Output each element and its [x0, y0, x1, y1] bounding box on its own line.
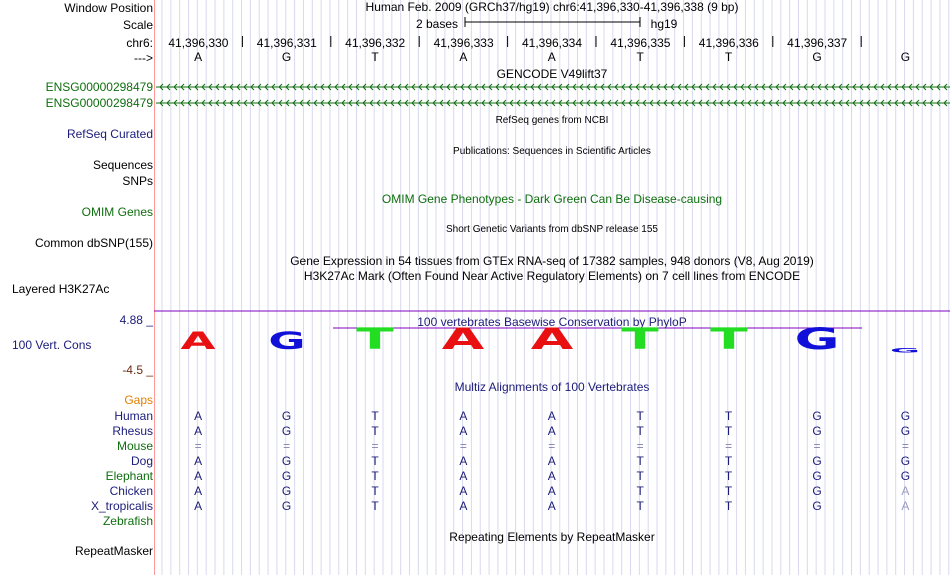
strand-arrow-label: ---> — [134, 51, 153, 65]
reference-base: A — [459, 50, 468, 64]
scale-label: Scale — [122, 18, 153, 32]
omim-track-title: OMIM Gene Phenotypes - Dark Green Can Be Disease-causing — [381, 192, 723, 206]
species-label[interactable]: Elephant — [105, 469, 153, 483]
aligned-base: A — [547, 469, 556, 483]
coordinate-label: 41,396,332 — [345, 36, 406, 50]
aligned-base: G — [900, 424, 911, 438]
aligned-base: T — [371, 469, 379, 483]
cons-track-label[interactable]: 100 Vert. Cons — [12, 338, 92, 352]
species-label[interactable]: Zebrafish — [102, 514, 153, 528]
gaps-label: Gaps — [124, 393, 153, 407]
gtex-track-title: Gene Expression in 54 tissues from GTEx RNA-seq of 17382 samples, 948 donors (V8, Aug 2019) — [290, 254, 814, 268]
phylop-logo-letter: T — [356, 322, 394, 357]
aligned-base: G — [281, 484, 292, 498]
aligned-base: A — [459, 454, 468, 468]
phylop-logo-letter: G — [794, 322, 840, 357]
species-label[interactable]: Dog — [130, 454, 153, 468]
sequences-track-title: Publications: Sequences in Scientific Articles — [453, 146, 651, 157]
aligned-base: T — [636, 469, 644, 483]
phylop-logo-letter: A — [442, 322, 485, 357]
aligned-base: A — [547, 499, 556, 513]
aligned-base: = — [459, 439, 467, 453]
aligned-base: = — [901, 439, 909, 453]
species-label[interactable]: Chicken — [109, 484, 153, 498]
refseq-track-title: RefSeq genes from NCBI — [495, 115, 609, 126]
coordinate-label: 41,396,337 — [787, 36, 848, 50]
aligned-base: A — [459, 484, 468, 498]
aligned-base: A — [547, 484, 556, 498]
repeatmasker-track-title: Repeating Elements by RepeatMasker — [449, 530, 655, 544]
aligned-base: G — [281, 424, 292, 438]
aligned-base: G — [281, 409, 292, 423]
species-label[interactable]: Mouse — [116, 439, 153, 453]
aligned-base: = — [813, 439, 821, 453]
reference-base: G — [812, 50, 822, 64]
reference-base: A — [194, 50, 203, 64]
dbsnp-track-label[interactable]: Common dbSNP(155) — [34, 236, 153, 250]
gencode-track-title: GENCODE V49lift37 — [496, 67, 608, 81]
aligned-base: T — [636, 424, 644, 438]
cons-min-label: -4.5 _ — [122, 363, 153, 377]
phylop-logo-letter: A — [180, 327, 216, 356]
scale-text: 2 bases — [415, 17, 459, 31]
repeatmasker-track-label[interactable]: RepeatMasker — [74, 544, 153, 558]
cons-max-label: 4.88 _ — [119, 313, 153, 327]
reference-base: A — [547, 50, 556, 64]
aligned-base: T — [636, 499, 644, 513]
aligned-base: G — [812, 484, 822, 498]
aligned-base: = — [371, 439, 379, 453]
phylop-logo-letter: T — [621, 322, 659, 357]
aligned-base: T — [371, 409, 379, 423]
species-label[interactable]: Human — [114, 409, 153, 423]
reference-base: T — [371, 50, 379, 64]
aligned-base: A — [901, 484, 910, 498]
aligned-base: T — [724, 454, 733, 468]
refseq-track-label[interactable]: RefSeq Curated — [66, 127, 153, 141]
aligned-base: A — [547, 454, 556, 468]
phylop-logo-letter: G — [268, 327, 306, 356]
snps-track-label[interactable]: SNPs — [122, 174, 153, 188]
phylop-logo-letter: A — [530, 322, 574, 357]
species-label[interactable]: X_tropicalis — [90, 499, 153, 513]
aligned-base: = — [725, 439, 733, 453]
coordinate-label: 41,396,331 — [256, 36, 317, 50]
coordinate-label: 41,396,336 — [698, 36, 759, 50]
aligned-base: T — [724, 484, 733, 498]
sequences-track-label[interactable]: Sequences — [92, 158, 153, 172]
aligned-base: A — [459, 424, 468, 438]
h3k27ac-track-title: H3K27Ac Mark (Often Found Near Active Regulatory Elements) on 7 cell lines from ENCODE — [303, 269, 801, 283]
aligned-base: G — [812, 409, 822, 423]
coordinate-label: 41,396,334 — [521, 36, 583, 50]
aligned-base: A — [459, 409, 468, 423]
reference-base: G — [281, 50, 292, 64]
aligned-base: T — [636, 409, 644, 423]
aligned-base: A — [194, 409, 203, 423]
reference-base: T — [636, 50, 644, 64]
phylop-logo-letter: T — [709, 322, 748, 357]
aligned-base: T — [371, 484, 379, 498]
chr-label: chr6: — [126, 36, 153, 50]
aligned-base: T — [371, 424, 379, 438]
aligned-base: T — [636, 484, 644, 498]
reference-base: T — [724, 50, 733, 64]
aligned-base: A — [194, 484, 203, 498]
aligned-base: A — [194, 424, 203, 438]
aligned-base: = — [636, 439, 644, 453]
aligned-base: = — [548, 439, 556, 453]
aligned-base: G — [812, 469, 822, 483]
aligned-base: A — [459, 499, 468, 513]
coordinate-label: 41,396,330 — [168, 36, 229, 50]
aligned-base: A — [194, 454, 203, 468]
cons-track-title: 100 vertebrates Basewise Conservation by PhyloP — [417, 315, 687, 329]
aligned-base: = — [194, 439, 202, 453]
coordinate-label: 41,396,333 — [433, 36, 494, 50]
aligned-base: A — [194, 469, 203, 483]
assembly-label: hg19 — [650, 17, 678, 31]
species-label[interactable]: Rhesus — [112, 424, 153, 438]
aligned-base: G — [812, 454, 822, 468]
multiz-track-title: Multiz Alignments of 100 Vertebrates — [454, 380, 650, 394]
aligned-base: G — [812, 499, 822, 513]
aligned-base: G — [281, 454, 292, 468]
omim-track-label[interactable]: OMIM Genes — [81, 205, 153, 219]
aligned-base: T — [724, 469, 733, 483]
phylop-logo-letter: G — [890, 347, 921, 355]
aligned-base: G — [900, 469, 911, 483]
reference-base: G — [900, 50, 911, 64]
aligned-base: A — [547, 424, 556, 438]
aligned-base: A — [459, 469, 468, 483]
aligned-base: T — [724, 409, 733, 423]
aligned-base: = — [283, 439, 291, 453]
window-position-text: Human Feb. 2009 (GRCh37/hg19) chr6:41,396,330-41,396,338 (9 bp) — [365, 0, 739, 14]
aligned-base: G — [900, 409, 911, 423]
aligned-base: T — [371, 454, 379, 468]
aligned-base: G — [281, 499, 292, 513]
aligned-base: G — [900, 454, 911, 468]
coordinate-label: 41,396,335 — [610, 36, 671, 50]
aligned-base: A — [901, 499, 910, 513]
window-position-label: Window Position — [64, 1, 153, 15]
aligned-base: T — [636, 454, 644, 468]
gencode-gene-label-2[interactable]: ENSG00000298479 — [45, 96, 153, 110]
dbsnp-track-title: Short Genetic Variants from dbSNP release 155 — [446, 224, 658, 235]
aligned-base: G — [812, 424, 822, 438]
aligned-base: A — [194, 499, 203, 513]
h3k27ac-track-label[interactable]: Layered H3K27Ac — [12, 282, 110, 296]
aligned-base: T — [724, 499, 733, 513]
aligned-base: A — [547, 409, 556, 423]
aligned-base: T — [371, 499, 379, 513]
aligned-base: G — [281, 469, 292, 483]
gencode-gene-label-1[interactable]: ENSG00000298479 — [45, 80, 153, 94]
aligned-base: T — [724, 424, 733, 438]
